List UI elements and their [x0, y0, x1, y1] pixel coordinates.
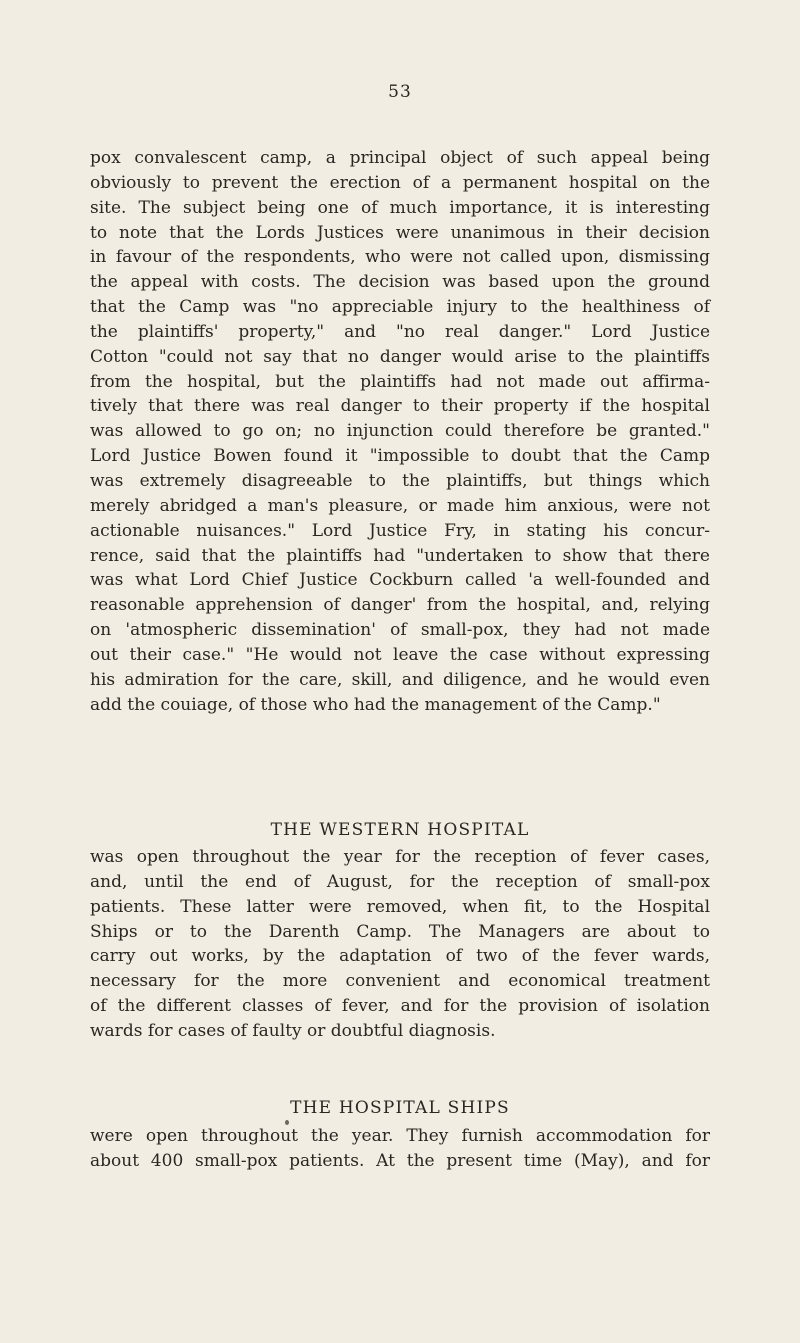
- text-line: wards for cases of faulty or doubtful diagnosis.: [90, 1020, 496, 1041]
- text-line: patients. These latter were removed, when fit, to the Hospital: [90, 896, 710, 917]
- text-line: the plaintiffs' property," and "no real danger." Lord Justice: [90, 321, 710, 342]
- paragraph-appeal-decision: [90, 146, 710, 717]
- text-line: and, until the end of August, for the reception of small-pox: [90, 871, 710, 892]
- section-heading-hospital-ships: THE HOSPITAL SHIPS: [290, 1098, 510, 1118]
- text-line: carry out works, by the adaptation of two of the fever wards,: [90, 946, 710, 967]
- text-line: site. The subject being one of much importance, it is interesting: [90, 197, 710, 218]
- text-line: Cotton "could not say that no danger would arise to the plaintiffs: [90, 346, 710, 367]
- paragraph-western-hospital: [90, 845, 710, 1044]
- text-line: that the Camp was "no appreciable injury to the healthiness of: [90, 297, 710, 318]
- text-line: the appeal with costs. The decision was based upon the ground: [90, 272, 710, 293]
- text-line: was what Lord Chief Justice Cockburn called 'a well-founded and: [90, 570, 710, 591]
- section-heading-western-hospital: THE WESTERN HOSPITAL: [270, 820, 530, 840]
- text-line: in favour of the respondents, who were not called upon, dismissing: [90, 247, 710, 268]
- text-line: from the hospital, but the plaintiffs had not made out affirma-: [90, 371, 710, 392]
- text-line: rence, said that the plaintiffs had "undertaken to show that there: [90, 545, 710, 566]
- text-line: of the different classes of fever, and for the provision of isolation: [90, 996, 710, 1017]
- text-line: merely abridged a man's pleasure, or made him anxious, were not: [90, 495, 710, 516]
- text-line: was open throughout the year for the reception of fever cases,: [90, 847, 710, 867]
- text-line: add the couiage, of those who had the management of the Camp.": [90, 694, 661, 715]
- text-line: actionable nuisances." Lord Justice Fry, in stating his concur-: [90, 520, 710, 541]
- page-number: 53: [388, 82, 412, 102]
- text-line: obviously to prevent the erection of a permanent hospital on the: [90, 172, 710, 193]
- text-line: to note that the Lords Justices were unanimous in their decision: [90, 222, 710, 243]
- text-line: was allowed to go on; no injunction could therefore be granted.": [90, 421, 710, 442]
- text-line: Lord Justice Bowen found it "impossible to doubt that the Camp: [90, 446, 710, 467]
- text-line: was extremely disagreeable to the plaintiffs, but things which: [90, 470, 710, 491]
- text-line: his admiration for the care, skill, and diligence, and he would even: [90, 669, 710, 690]
- text-line: on 'atmospheric dissemination' of small-pox, they had not made: [90, 620, 710, 641]
- text-line: tively that there was real danger to their property if the hospital: [90, 396, 710, 417]
- text-line: pox convalescent camp, a principal object of such appeal being: [90, 148, 710, 168]
- paragraph-hospital-ships: [90, 1124, 710, 1174]
- text-line: were open throughout the year. They furnish accommodation for: [90, 1126, 710, 1146]
- text-line: out their case." "He would not leave the case without expressing: [90, 644, 710, 665]
- text-line: reasonable apprehension of danger' from the hospital, and, relying: [90, 595, 710, 616]
- text-line: Ships or to the Darenth Camp. The Managers are about to: [90, 921, 710, 942]
- text-line: necessary for the more convenient and economical treatment: [90, 971, 710, 992]
- text-line: about 400 small-pox patients. At the present time (May), and for: [90, 1150, 710, 1171]
